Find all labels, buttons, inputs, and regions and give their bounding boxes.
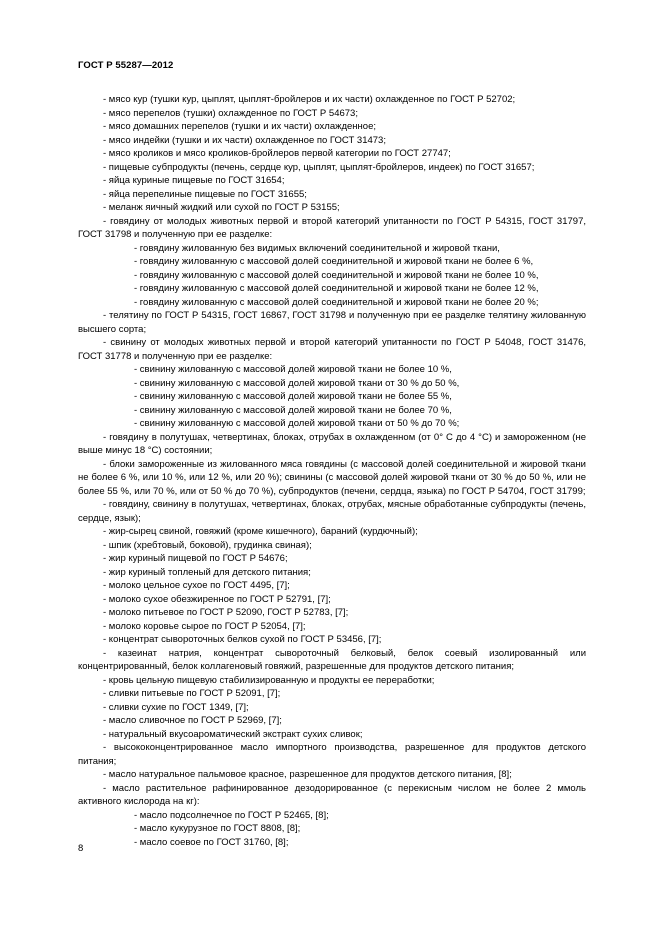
sub-list-item: - свинину жилованную с массовой долей жировой ткани не более 55 %, <box>134 391 452 402</box>
page-number: 8 <box>78 843 84 854</box>
list-item: - говядину, свинину в полутушах, четвертинах, блоках, отрубах, мясные обработанные субпродукты (печень, сердце, язык); <box>78 499 586 524</box>
list-item: - масло растительное рафинированное дезодорированное (с перекисным числом не более 2 ммоль активного кислорода на кг): <box>78 782 586 807</box>
list-item: - масло натуральное пальмовое красное, разрешенное для продуктов детского питания, [8]; <box>103 769 512 780</box>
sub-list-item: - масло кукурузное по ГОСТ 8808, [8]; <box>134 823 301 834</box>
list-item: - молоко цельное сухое по ГОСТ 4495, [7]; <box>103 580 290 591</box>
sub-list-item: - говядину жилованную с массовой долей соединительной и жировой ткани не более 20 %; <box>134 296 539 308</box>
list-item: - масло сливочное по ГОСТ Р 52969, [7]; <box>103 715 282 726</box>
list-item: - жир куриный топленый для детского питания; <box>103 566 311 578</box>
list-item: - пищевые субпродукты (печень, сердце кур, цыплят, цыплят-бройлеров, индеек) по ГОСТ 31657; <box>103 161 535 173</box>
list-item: - высококонцентрированное масло импортного производства, разрешенное для продуктов детского питания; <box>78 742 586 767</box>
list-item: - говядину в полутушах, четвертинах, блоках, отрубах в охлажденном (от 0° С до 4 °С) и замороженном (не выше минус 18 °С) состоянии; <box>78 431 586 456</box>
list-item: - мясо перепелов (тушки) охлажденное по ГОСТ Р 54673; <box>103 107 358 119</box>
list-item: - жир куриный пищевой по ГОСТ Р 54676; <box>103 553 288 564</box>
sub-list-item: - говядину жилованную с массовой долей соединительной и жировой ткани не более 6 %, <box>134 256 534 267</box>
document-body <box>78 93 586 849</box>
list-item: - шпик (хребтовый, боковой), грудинка свиная); <box>103 539 312 551</box>
list-item: - блоки замороженные из жилованного мяса говядины (с массовой долей соединительной и жировой ткани не более 6 %, или 10 %, или 12 %, или 20 %); свинины (с массовой долей жировой ткани от 30 % до 50 %, или не более 55 %, или 70 %, или от 50 % до 70 %), субпродуктов (печени, сердца, языка) по ГОСТ Р 54704, ГОСТ 31799; <box>78 458 586 497</box>
page-header-standard-title: ГОСТ Р 55287—2012 <box>78 60 174 71</box>
list-item: - говядину от молодых животных первой и второй категорий упитанности по ГОСТ Р 54315, ГОСТ 31797, ГОСТ 31798 и полученную при ее разделке: <box>78 215 586 240</box>
sub-list-item: - масло соевое по ГОСТ 31760, [8]; <box>134 836 289 848</box>
list-item: - натуральный вкусоароматический экстракт сухих сливок; <box>103 728 363 740</box>
list-item: - молоко питьевое по ГОСТ Р 52090, ГОСТ Р 52783, [7]; <box>103 607 349 618</box>
sub-list-item: - говядину жилованную с массовой долей соединительной и жировой ткани не более 10 %, <box>134 269 539 281</box>
list-item: - сливки сухие по ГОСТ 1349, [7]; <box>103 701 249 713</box>
sub-list-item: - масло подсолнечное по ГОСТ Р 52465, [8]; <box>134 809 329 821</box>
list-item: - сливки питьевые по ГОСТ Р 52091, [7]; <box>103 688 281 699</box>
sub-list-item: - говядину жилованную с массовой долей соединительной и жировой ткани не более 12 %, <box>134 283 539 294</box>
sub-list-item: - свинину жилованную с массовой долей жировой ткани от 30 % до 50 %, <box>134 377 460 389</box>
sub-list-item: - свинину жилованную с массовой долей жировой ткани не более 70 %, <box>134 404 452 416</box>
sub-list-item: - свинину жилованную с массовой долей жировой ткани не более 10 %, <box>134 364 452 375</box>
list-item: - яйца перепелиные пищевые по ГОСТ 31655; <box>103 188 307 200</box>
list-item: - жир-сырец свиной, говяжий (кроме кишечного), бараний (курдючный); <box>103 526 418 537</box>
list-item: - меланж яичный жидкий или сухой по ГОСТ Р 53155; <box>103 202 340 213</box>
list-item: - яйца куриные пищевые по ГОСТ 31654; <box>103 175 285 186</box>
list-item: - телятину по ГОСТ Р 54315, ГОСТ 16867, ГОСТ 31798 и полученную при ее разделке телятину жилованную высшего сорта; <box>78 310 586 335</box>
list-item: - мясо кроликов и мясо кроликов-бройлеров первой категории по ГОСТ 27747; <box>103 148 451 159</box>
list-item: - казеинат натрия, концентрат сывороточный белковый, белок соевый изолированный или концентрированный, белок коллагеновый говяжий, разрешенные для продуктов детского питания; <box>78 647 586 672</box>
list-item: - мясо индейки (тушки и их части) охлажденное по ГОСТ 31473; <box>103 134 386 146</box>
sub-list-item: - говядину жилованную без видимых включений соединительной и жировой ткани, <box>134 242 500 254</box>
list-item: - молоко сухое обезжиренное по ГОСТ Р 52791, [7]; <box>103 593 331 605</box>
list-item: - мясо кур (тушки кур, цыплят, цыплят-бройлеров и их части) охлажденное по ГОСТ Р 52702; <box>103 94 516 105</box>
sub-list-item: - свинину жилованную с массовой долей жировой ткани от 50 % до 70 %; <box>134 418 460 429</box>
list-item: - молоко коровье сырое по ГОСТ Р 52054, [7]; <box>103 620 306 632</box>
list-item: - кровь цельную пищевую стабилизированную и продукты ее переработки; <box>103 674 435 686</box>
list-item: - концентрат сывороточных белков сухой по ГОСТ Р 53456, [7]; <box>103 634 382 645</box>
list-item: - свинину от молодых животных первой и второй категорий упитанности по ГОСТ Р 54048, ГОСТ 31476, ГОСТ 31778 и полученную при ее разделке: <box>78 337 586 362</box>
list-item: - мясо домашних перепелов (тушки и их части) охлажденное; <box>103 121 377 132</box>
